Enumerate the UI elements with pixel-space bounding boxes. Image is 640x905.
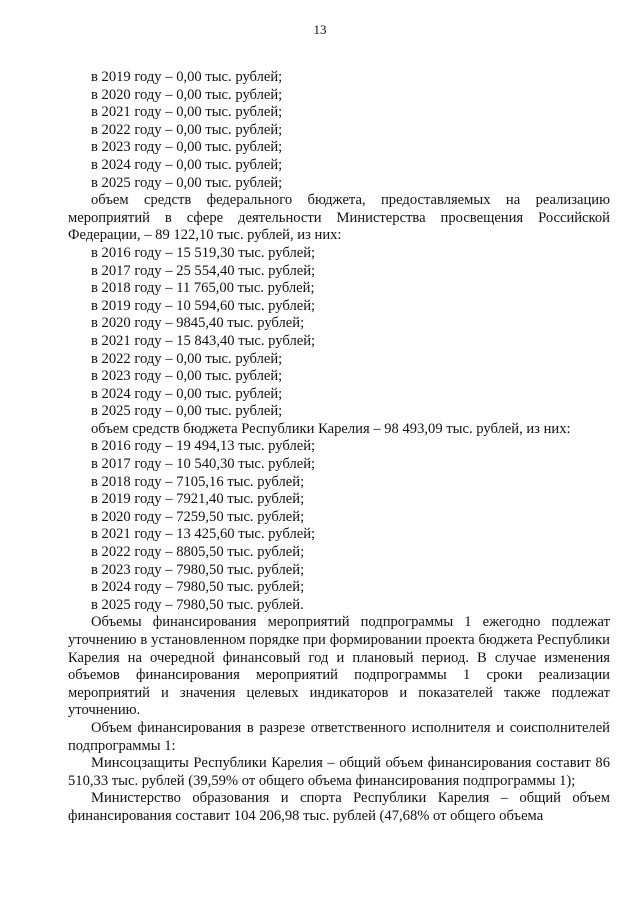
list-item: в 2016 году – 19 494,13 тыс. рублей; [91, 438, 316, 455]
list-item: в 2021 году – 15 843,40 тыс. рублей; [91, 332, 316, 349]
list-item: в 2019 году – 10 594,60 тыс. рублей; [91, 297, 316, 314]
federal-budget-list [68, 245, 610, 421]
minsoczashchity-paragraph: Минсоцзащиты Республики Карелия – общий объем финансирования составит 86 510,33 тыс. рублей (39,59% от общего объема финансирования подпрограммы 1); [68, 755, 610, 789]
regional-budget-list [68, 438, 610, 614]
list-item: в 2019 году – 7921,40 тыс. рублей; [91, 491, 305, 508]
executors-funding-paragraph: Объем финансирования в разрезе ответственного исполнителя и соисполнителей подпрограммы 1: [68, 719, 610, 754]
list-item: в 2025 году – 7980,50 тыс. рублей. [91, 596, 304, 613]
list-item: в 2020 году – 7259,50 тыс. рублей; [91, 508, 305, 525]
document-body [68, 69, 610, 826]
list-item: в 2019 году – 0,00 тыс. рублей; [91, 69, 283, 85]
list-item: в 2022 году – 0,00 тыс. рублей; [91, 121, 283, 138]
list-item: в 2023 году – 0,00 тыс. рублей; [91, 139, 283, 156]
list-item: в 2023 году – 7980,50 тыс. рублей; [91, 561, 305, 578]
list-item: в 2021 году – 0,00 тыс. рублей; [91, 104, 283, 121]
list-item: в 2018 году – 11 765,00 тыс. рублей; [91, 280, 315, 297]
list-item: в 2017 году – 10 540,30 тыс. рублей; [91, 456, 316, 473]
list-item: в 2023 году – 0,00 тыс. рублей; [91, 368, 283, 385]
funding-list-previous [68, 69, 610, 192]
list-item: в 2022 году – 0,00 тыс. рублей; [91, 350, 283, 367]
list-item: в 2025 году – 0,00 тыс. рублей; [91, 174, 283, 191]
ministry-education-paragraph: Министерство образования и спорта Республики Карелия – общий объем финансирования составит 104 206,98 тыс. рублей (47,68% от общего объема [68, 790, 610, 824]
list-item: в 2024 году – 0,00 тыс. рублей; [91, 385, 283, 402]
list-item: в 2021 году – 13 425,60 тыс. рублей; [91, 526, 316, 543]
list-item: в 2020 году – 0,00 тыс. рублей; [91, 86, 283, 103]
list-item: в 2022 году – 8805,50 тыс. рублей; [91, 544, 305, 561]
regional-budget-paragraph: объем средств бюджета Республики Карелия – 98 493,09 тыс. рублей, из них: [91, 420, 571, 437]
list-item: в 2018 году – 7105,16 тыс. рублей; [91, 473, 305, 490]
list-item: в 2020 году – 9845,40 тыс. рублей; [91, 315, 305, 332]
federal-budget-paragraph: объем средств федерального бюджета, предоставляемых на реализацию мероприятий в сфере деятельности Министерства просвещения Российской Федерации, – 89 122,10 тыс. рублей, из них: [68, 192, 610, 244]
list-item: в 2017 году – 25 554,40 тыс. рублей; [91, 262, 316, 279]
list-item: в 2016 году – 15 519,30 тыс. рублей; [91, 244, 316, 261]
funding-adjustment-paragraph: Объемы финансирования мероприятий подпрограммы 1 ежегодно подлежат уточнению в установленном порядке при формировании проекта бюджета Республики Карелия на очередной финансовый год и плановый период. В случае изменения объемов финансирования мероприятий подпрограммы 1 сроки реализации мероприятий и значения целевых индикаторов и показателей также подлежат уточнению. [68, 614, 610, 719]
list-item: в 2025 году – 0,00 тыс. рублей; [91, 403, 283, 420]
page-number: 13 [313, 22, 327, 37]
list-item: в 2024 году – 0,00 тыс. рублей; [91, 156, 283, 173]
list-item: в 2024 году – 7980,50 тыс. рублей; [91, 579, 305, 596]
